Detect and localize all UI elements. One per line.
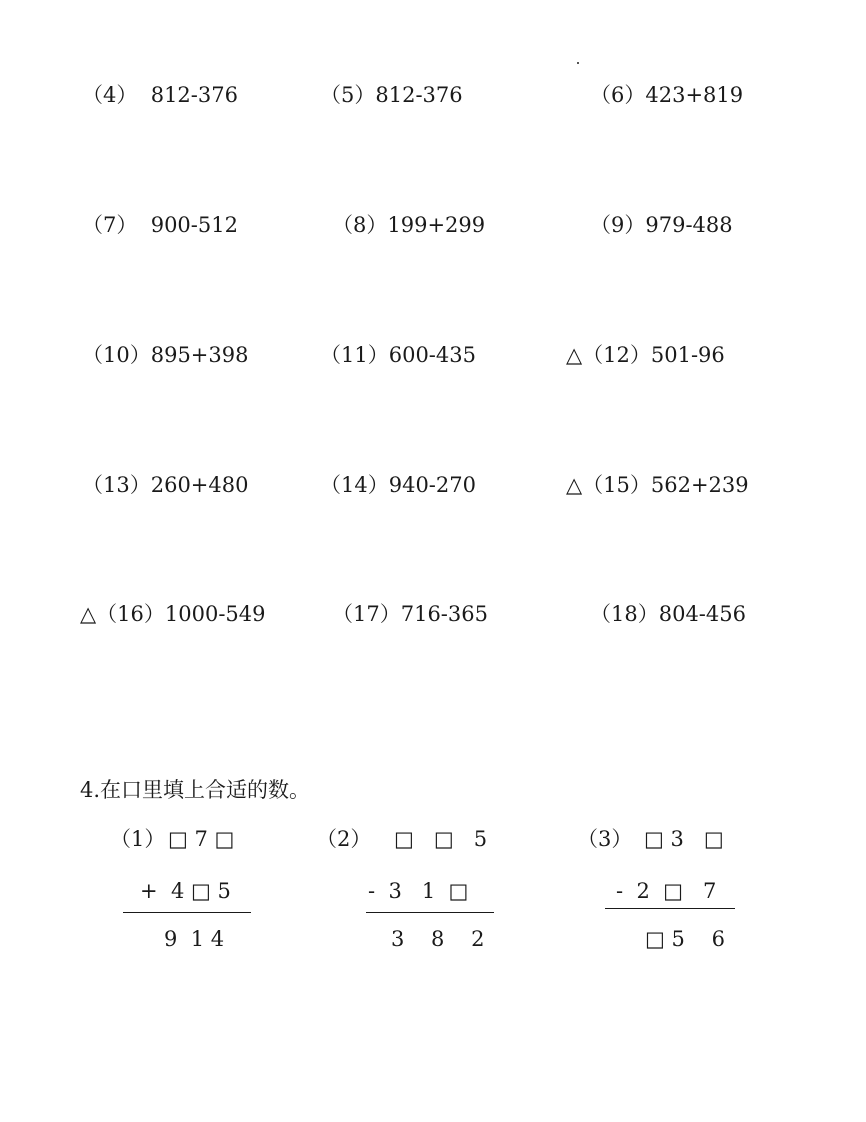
problem-18: （18）804-456 [590,602,746,626]
s4-p2-row2: - 3 1 □ [368,879,469,903]
problem-14: （14）940-270 [320,473,476,497]
problem-10: （10）895+398 [82,343,249,367]
problem-6: （6）423+819 [590,83,744,107]
problem-4: （4） 812-376 [82,83,238,107]
s4-p3-row3: □ 5 6 [645,927,725,951]
problem-16: △（16）1000-549 [80,602,266,626]
s4-p1-row1: □ 7 □ [168,827,235,851]
s4-p3-row2: - 2 □ 7 [616,879,717,903]
s4-p2-row1: □ □ 5 [394,827,488,851]
s4-p1-number: （1） [110,827,166,851]
s4-p3-row1: □ 3 □ [644,827,724,851]
s4-p2-row3: 3 8 2 [391,927,485,951]
problem-17: （17）716-365 [332,602,488,626]
s4-p2-line [366,912,494,913]
s4-p1-line [123,912,251,913]
stray-mark [577,62,579,64]
problem-13: （13）260+480 [82,473,249,497]
s4-p2-number: （2） [316,827,372,851]
section-4-title: 4.在口里填上合适的数。 [80,778,311,802]
s4-p3-number: （3） [577,827,633,851]
problem-11: （11）600-435 [320,343,476,367]
problem-8: （8）199+299 [332,213,486,237]
problem-15: △（15）562+239 [566,473,749,497]
problem-12: △（12）501-96 [566,343,725,367]
problem-9: （9）979-488 [590,213,733,237]
s4-p1-row3: 9 1 4 [164,927,225,951]
problem-5: （5）812-376 [320,83,463,107]
s4-p1-row2: + 4 □ 5 [140,879,231,903]
problem-7: （7） 900-512 [82,213,238,237]
s4-p3-line [605,908,735,909]
